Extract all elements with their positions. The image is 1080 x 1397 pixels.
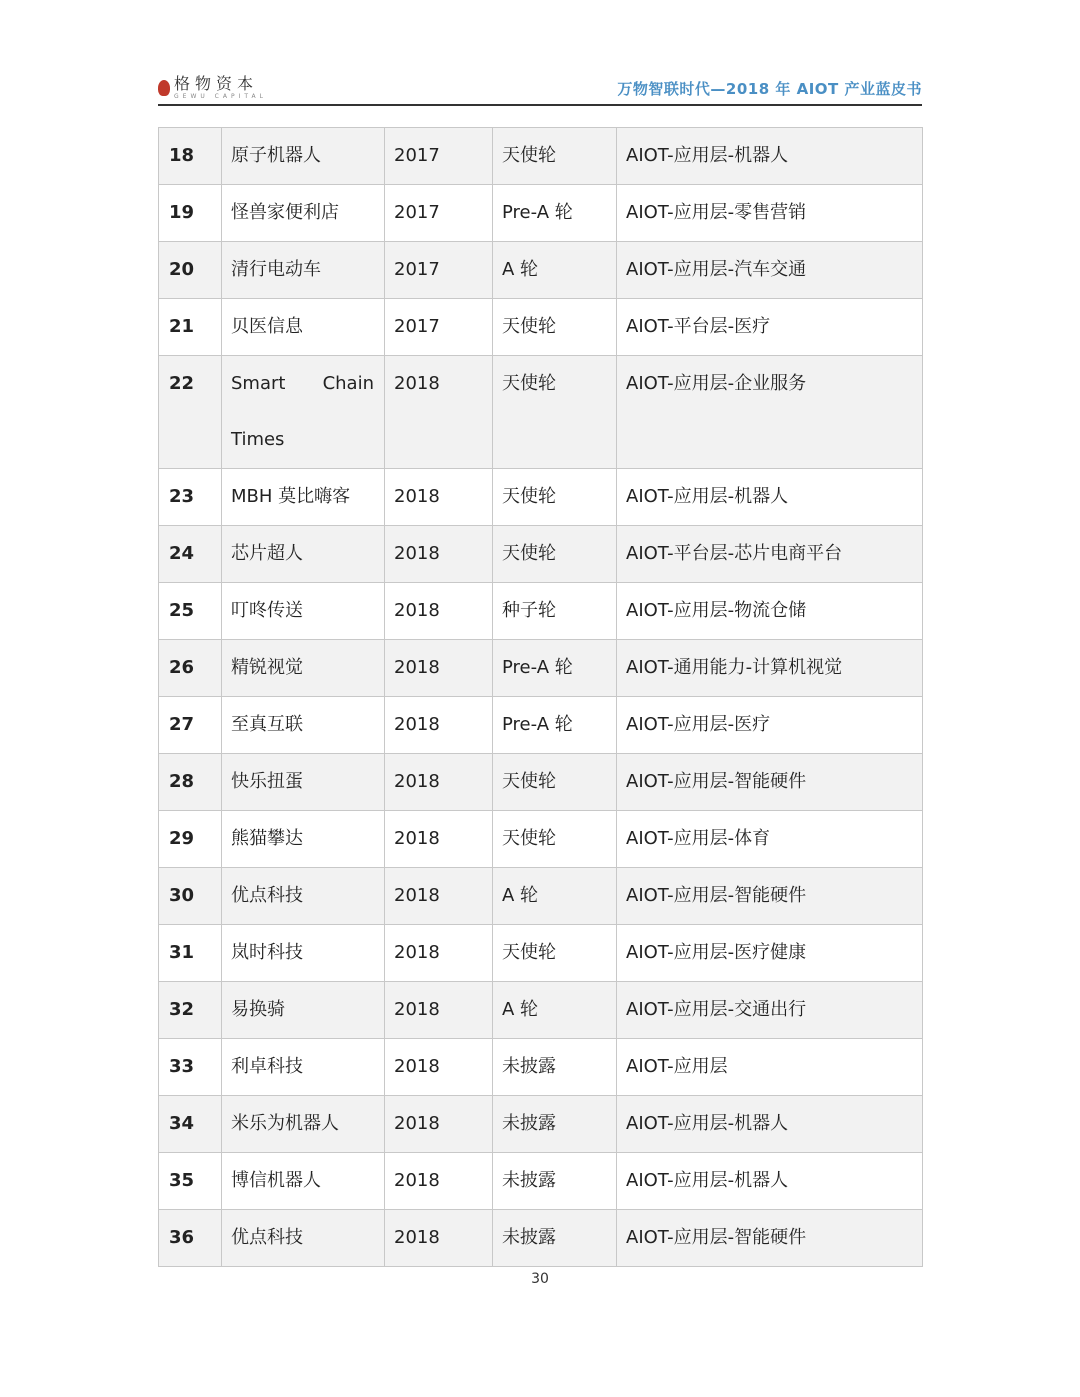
row-number: 28 <box>159 754 222 811</box>
category: AIOT-应用层-零售营销 <box>617 185 923 242</box>
company-name: 至真互联 <box>222 697 385 754</box>
company-name: 易换骑 <box>222 982 385 1039</box>
funding-round: 天使轮 <box>493 469 617 526</box>
table-row <box>159 526 923 583</box>
company-name: 优点科技 <box>222 868 385 925</box>
company-name: 米乐为机器人 <box>222 1096 385 1153</box>
company-name: 贝医信息 <box>222 299 385 356</box>
funding-round: 未披露 <box>493 1039 617 1096</box>
row-number: 36 <box>159 1210 222 1267</box>
category: AIOT-应用层-智能硬件 <box>617 754 923 811</box>
row-number: 24 <box>159 526 222 583</box>
page-number: 30 <box>531 1271 549 1287</box>
table-row <box>159 982 923 1039</box>
table-row <box>159 925 923 982</box>
row-number: 27 <box>159 697 222 754</box>
company-name: 利卓科技 <box>222 1039 385 1096</box>
row-number: 19 <box>159 185 222 242</box>
company-name: 岚时科技 <box>222 925 385 982</box>
year: 2018 <box>385 526 493 583</box>
row-number: 26 <box>159 640 222 697</box>
table-row <box>159 754 923 811</box>
company-name-part: Times <box>231 429 285 450</box>
category: AIOT-应用层-机器人 <box>617 128 923 185</box>
category: AIOT-应用层-医疗 <box>617 697 923 754</box>
table-row <box>159 469 923 526</box>
funding-round: 天使轮 <box>493 925 617 982</box>
table-row <box>159 811 923 868</box>
company-name: 博信机器人 <box>222 1153 385 1210</box>
table-row <box>159 583 923 640</box>
table-row <box>159 1210 923 1267</box>
category: AIOT-应用层-机器人 <box>617 1153 923 1210</box>
row-number: 31 <box>159 925 222 982</box>
funding-round: 天使轮 <box>493 128 617 185</box>
funding-round: A 轮 <box>493 982 617 1039</box>
table-row <box>159 128 923 185</box>
funding-round: 未披露 <box>493 1153 617 1210</box>
category: AIOT-应用层-医疗健康 <box>617 925 923 982</box>
funding-round: 天使轮 <box>493 811 617 868</box>
funding-round: Pre-A 轮 <box>493 185 617 242</box>
year: 2018 <box>385 640 493 697</box>
category: AIOT-平台层-医疗 <box>617 299 923 356</box>
funding-round: 天使轮 <box>493 526 617 583</box>
table-row <box>159 299 923 356</box>
logo-name: 格物资本 <box>174 74 259 93</box>
company-name: MBH 莫比嗨客 <box>222 469 385 526</box>
row-number: 33 <box>159 1039 222 1096</box>
row-number: 35 <box>159 1153 222 1210</box>
year: 2018 <box>385 754 493 811</box>
year: 2018 <box>385 1039 493 1096</box>
year: 2018 <box>385 1096 493 1153</box>
company-name: 清行电动车 <box>222 242 385 299</box>
table-row <box>159 356 923 469</box>
category: AIOT-通用能力-计算机视觉 <box>617 640 923 697</box>
funding-round: A 轮 <box>493 868 617 925</box>
category: AIOT-应用层-智能硬件 <box>617 868 923 925</box>
row-number: 32 <box>159 982 222 1039</box>
funding-round: A 轮 <box>493 242 617 299</box>
investment-table <box>158 127 923 1267</box>
company-name: 芯片超人 <box>222 526 385 583</box>
row-number: 34 <box>159 1096 222 1153</box>
funding-round: 天使轮 <box>493 754 617 811</box>
table-row <box>159 1039 923 1096</box>
page-header <box>158 70 922 106</box>
year: 2018 <box>385 982 493 1039</box>
year: 2018 <box>385 868 493 925</box>
table-row <box>159 640 923 697</box>
company-name: 叮咚传送 <box>222 583 385 640</box>
category: AIOT-应用层-汽车交通 <box>617 242 923 299</box>
year: 2017 <box>385 299 493 356</box>
table-row <box>159 185 923 242</box>
year: 2018 <box>385 925 493 982</box>
year: 2017 <box>385 128 493 185</box>
year: 2017 <box>385 242 493 299</box>
row-number: 22 <box>159 356 222 469</box>
year: 2018 <box>385 583 493 640</box>
row-number: 20 <box>159 242 222 299</box>
funding-round: 未披露 <box>493 1210 617 1267</box>
row-number: 18 <box>159 128 222 185</box>
funding-round: 未披露 <box>493 1096 617 1153</box>
company-name-part: Chain <box>322 373 374 394</box>
category: AIOT-应用层-企业服务 <box>617 356 923 469</box>
company-name: 精锐视觉 <box>222 640 385 697</box>
company-name: 快乐扭蛋 <box>222 754 385 811</box>
table-row <box>159 1096 923 1153</box>
logo-seal-icon <box>158 80 170 96</box>
company-logo <box>158 76 267 102</box>
table-row <box>159 1153 923 1210</box>
row-number: 25 <box>159 583 222 640</box>
funding-round: 种子轮 <box>493 583 617 640</box>
category: AIOT-应用层-交通出行 <box>617 982 923 1039</box>
table-row <box>159 697 923 754</box>
row-number: 23 <box>159 469 222 526</box>
funding-round: 天使轮 <box>493 356 617 469</box>
year: 2017 <box>385 185 493 242</box>
row-number: 30 <box>159 868 222 925</box>
company-name: 优点科技 <box>222 1210 385 1267</box>
table-row <box>159 868 923 925</box>
company-name: 原子机器人 <box>222 128 385 185</box>
funding-round: 天使轮 <box>493 299 617 356</box>
document-title: 万物智联时代—2018 年 AIOT 产业蓝皮书 <box>617 80 922 98</box>
year: 2018 <box>385 811 493 868</box>
year: 2018 <box>385 356 493 469</box>
category: AIOT-平台层-芯片电商平台 <box>617 526 923 583</box>
company-name <box>222 356 385 469</box>
category: AIOT-应用层-物流仓储 <box>617 583 923 640</box>
year: 2018 <box>385 469 493 526</box>
funding-round: Pre-A 轮 <box>493 697 617 754</box>
funding-round: Pre-A 轮 <box>493 640 617 697</box>
row-number: 29 <box>159 811 222 868</box>
category: AIOT-应用层 <box>617 1039 923 1096</box>
company-name-part: Smart <box>231 373 286 394</box>
row-number: 21 <box>159 299 222 356</box>
company-name: 怪兽家便利店 <box>222 185 385 242</box>
company-name: 熊猫攀达 <box>222 811 385 868</box>
category: AIOT-应用层-体育 <box>617 811 923 868</box>
year: 2018 <box>385 1153 493 1210</box>
logo-subtitle: GEWU CAPITAL <box>174 93 267 100</box>
year: 2018 <box>385 697 493 754</box>
category: AIOT-应用层-机器人 <box>617 1096 923 1153</box>
year: 2018 <box>385 1210 493 1267</box>
table-row <box>159 242 923 299</box>
category: AIOT-应用层-机器人 <box>617 469 923 526</box>
category: AIOT-应用层-智能硬件 <box>617 1210 923 1267</box>
